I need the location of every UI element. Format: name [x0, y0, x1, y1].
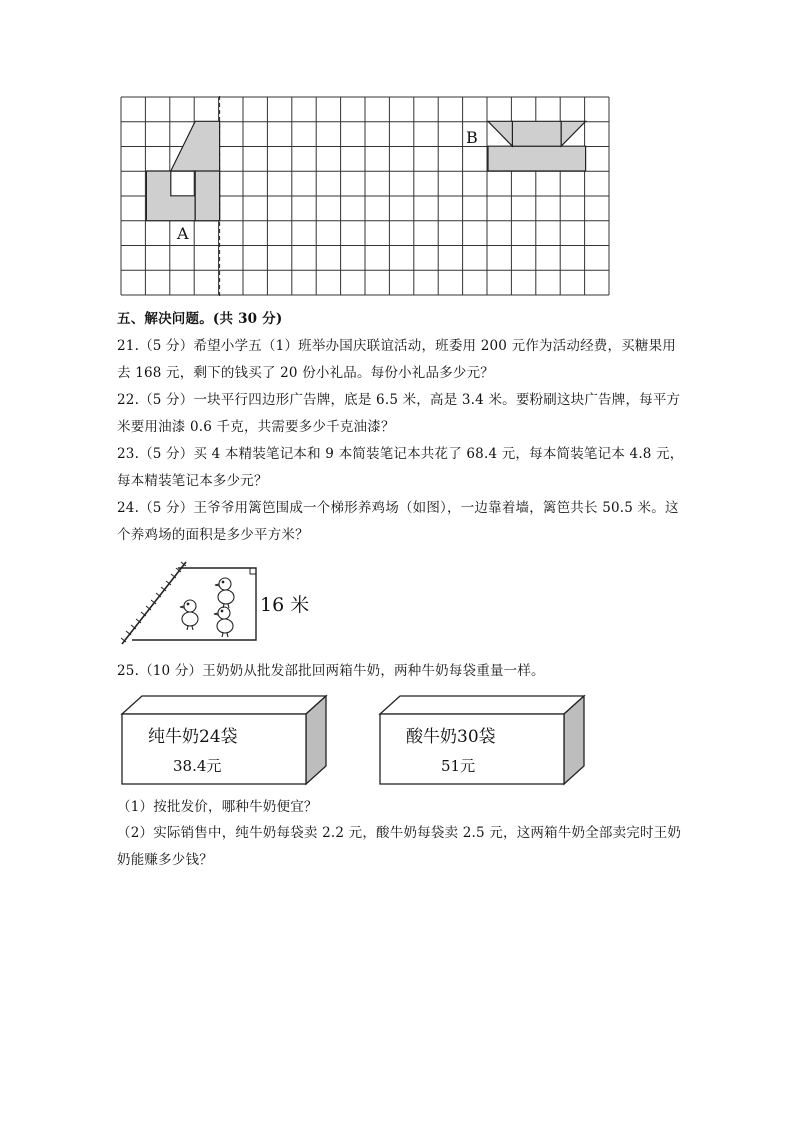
height-label: 16 米 [260, 594, 310, 616]
chick-icon [214, 607, 233, 637]
question-22-line-1: 22.（5 分）一块平行四边形广告牌，底是 6.5 米，高是 3.4 米。要粉刷这块广告牌，每平方 [117, 392, 681, 408]
pure-milk-price: 38.4元 [173, 757, 222, 775]
question-24-line-1: 24.（5 分）王爷爷用篱笆围成一个梯形养鸡场（如图），一边靠着墙，篱笆共长 50.5 米。这 [117, 500, 679, 516]
question-21-line-1: 21.（5 分）希望小学五（1）班举办国庆联谊活动，班委用 200 元作为活动经费，买糖果用 [117, 338, 676, 354]
shape-b [488, 121, 586, 171]
question-22-line-2: 米要用油漆 0.6 千克，共需要多少千克油漆？ [117, 419, 395, 435]
milk-box-pure [118, 694, 330, 786]
question-25-sub-2-line-1: （2）实际销售中，纯牛奶每袋卖 2.2 元，酸牛奶每袋卖 2.5 元，这两箱牛奶全部卖完时王奶 [117, 825, 682, 841]
chicken-yard-figure [118, 556, 328, 648]
question-25-sub-1: （1）按批发价，哪种牛奶便宜？ [117, 799, 318, 815]
fence [132, 568, 256, 640]
question-25-sub-2-line-2: 奶能赚多少钱？ [117, 852, 213, 868]
chick-icon [215, 578, 234, 608]
grid-figure [120, 96, 612, 296]
label-a: A [177, 224, 189, 243]
label-b: B [466, 128, 478, 147]
question-21-line-2: 去 168 元，剩下的钱买了 20 份小礼品。每份小礼品多少元？ [117, 365, 495, 381]
pure-milk-title: 纯牛奶24袋 [148, 727, 238, 747]
section-heading: 五、解决问题。(共 30 分) [117, 311, 283, 327]
question-23-line-2: 每本精装笔记本多少元？ [117, 473, 268, 489]
question-24-line-2: 个养鸡场的面积是多少平方米？ [117, 527, 309, 543]
shape-a [146, 121, 219, 220]
milk-box-yogurt [376, 694, 588, 786]
chick-icon [180, 600, 198, 630]
yogurt-milk-price: 51元 [441, 757, 476, 775]
yogurt-milk-title: 酸牛奶30袋 [406, 727, 496, 747]
question-23-line-1: 23.（5 分）买 4 本精装笔记本和 9 本简装笔记本共花了 68.4 元，每本简装笔记本 4.8 元， [117, 446, 684, 462]
question-25-line-1: 25.（10 分）王奶奶从批发部批回两箱牛奶，两种牛奶每袋重量一样。 [117, 663, 545, 679]
